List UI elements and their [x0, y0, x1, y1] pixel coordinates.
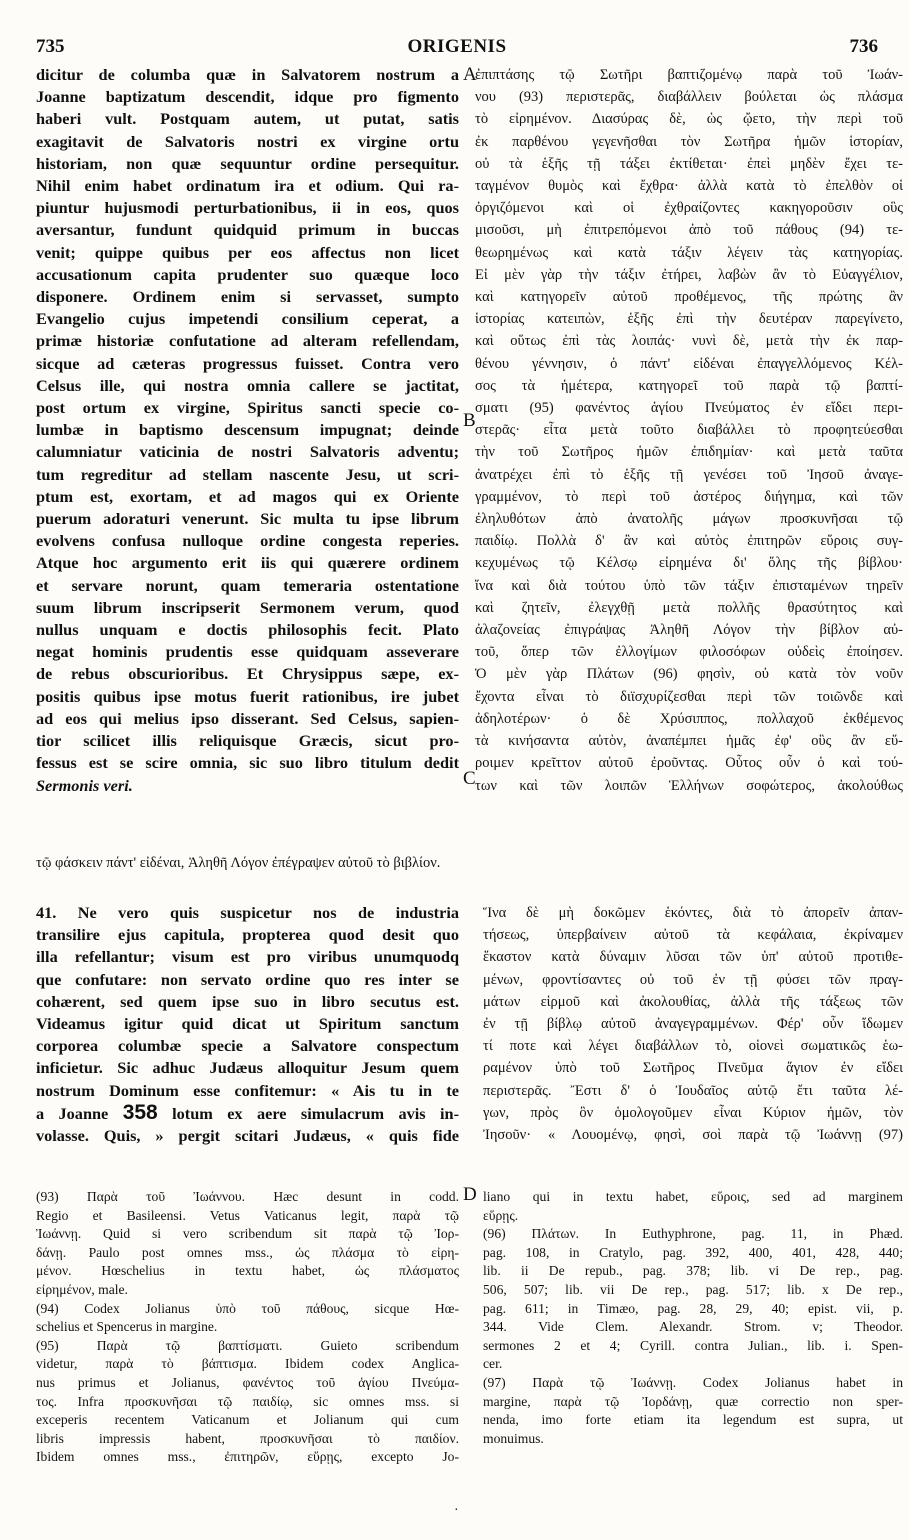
greek-line: κεχυμένως τῷ Κέλσῳ εἰρημένα δι' ὅλης τῆς βίβλου· [475, 555, 903, 572]
footnote-line: μένον. Hœschelius in textu habet, ὡς πλάσματος [36, 1263, 459, 1279]
greek-line: γων, πρὸς ὃν ὁμολογοῦμεν εἶναι Κύριον ἡμῶν, τὸν [483, 1104, 903, 1121]
greek-line: ραμένον ὑπὸ τοῦ Σωτῆρος Πνεῦμα ἅγιον ἐν εἴδει [483, 1060, 903, 1077]
page-number-right: 736 [849, 36, 878, 57]
greek-line: θεωρημένως καὶ κατὰ τάξιν λέγειν τὰς κατηγορίας. [475, 244, 903, 261]
latin-line: suum librum inscripserit Sermonem verum, quod [36, 597, 459, 617]
page-mark-dot: · [454, 1503, 459, 1518]
page-number-left: 735 [36, 36, 65, 57]
footnote-line: Ibidem omnes mss., ἐπιτηρῶν, εὕρῃς, excepto Jo- [36, 1449, 459, 1465]
greek-line: τί ποτε καὶ λέγει διαβάλλων τὸ, οἱονεὶ σωματικῶς ἑω- [483, 1038, 903, 1055]
greek-line: σος τὰ ἡμέτερα, κατηγορεῖ τοῦ παρὰ τῷ βαπτί- [475, 377, 903, 394]
footnote-line: 506, 507; lib. vii De rep., pag. 517; lib. x De rep., [483, 1281, 903, 1297]
latin-column-bottom [36, 902, 459, 1147]
footnote-line: libris impressis habent, προσκυνῆσαι τὸ παιδίον. [36, 1430, 459, 1446]
latin-line: 41. Ne vero quis suspicetur nos de industria [36, 903, 459, 922]
latin-line: volasse. Quis, » pergit scitari Judæus, « quis fide [36, 1126, 459, 1146]
greek-line: καὶ κατηγορεῖν αὐτοῦ προθέμενος, τῆς πρώτης ἂν [475, 289, 903, 306]
greek-column-top [475, 64, 903, 797]
greek-line: ταγμένον θυμὸς καὶ ἔχθρα· ἀλλὰ κατὰ τὸ ἐπελθὸν οἱ [475, 178, 903, 195]
footnote-line: monuimus. [483, 1430, 544, 1446]
latin-line: venit; quippe quibus per eos affectus non licet [36, 242, 459, 262]
latin-line: evolvens confusa nulloque ordine congesta reperies. [36, 531, 459, 551]
greek-line: μάτων εἱρμοῦ καὶ ἀκολουθίας, ἀλλὰ τῆς τάξεως τῶν [483, 993, 903, 1010]
latin-line: nullus unquam e doctis philosophis fecit. Plato [36, 620, 459, 640]
latin-line: post ortum ex virgine, Spiritus sancti specie co- [36, 398, 459, 418]
greek-line: θένου γέννησιν, ὁ πάντ' εἰδέναι ἐπαγγελλόμενος Κέλ- [475, 355, 903, 372]
greek-line: ἀνατρέχει ἐπὶ τὸ ἑξῆς τῇ γενέσει τοῦ Ἰησοῦ ἀναγε- [475, 466, 903, 483]
footnote-line: τος. Infra προσκυνῆσαι τῷ παιδίῳ, sic omnes mss. si [36, 1393, 459, 1409]
greek-line: σματι (95) φανέντος ἁγίου Πνεύματος ἐν εἴδει περι- [475, 400, 903, 417]
latin-line: primæ historiæ confutatione ad alteram refellendam, [36, 331, 459, 351]
latin-line: Nihil enim habet ordinatum ira et odium. Qui ra- [36, 176, 459, 196]
greek-full-width-line [36, 852, 596, 874]
running-head [36, 36, 878, 62]
latin-line: Joanne baptizatum descendit, idque pro figmento [36, 87, 459, 107]
greek-line: νου (93) περιστερᾶς, διαβάλλειν βούλεται ὡς πλάσμα [475, 89, 903, 106]
margin-letter-d: D [463, 1184, 477, 1205]
latin-line-with-column-marker [36, 1102, 459, 1125]
latin-line: exagitavit de Salvatoris nostri ex virgine ortu [36, 131, 459, 151]
footnotes-right [483, 1188, 903, 1448]
footnote-line: liano qui in textu habet, εὕροις, sed ad marginem [483, 1189, 903, 1204]
latin-line: Videamus igitur quid dicat ut Spiritum sanctum [36, 1014, 459, 1034]
latin-line: disponere. Ordinem enim si servasset, sumpto [36, 287, 459, 307]
footnote-line: δάνῃ. Paulo post omnes mss., ὡς πλάσμα τὸ εἰρη- [36, 1244, 459, 1260]
footnote-line: schelius et Spencerus in margine. [36, 1319, 218, 1335]
footnote-line: videtur, παρὰ τὸ βάπτισμα. Ibidem codex Anglica- [36, 1356, 459, 1372]
footnote-line: εὕρῃς. [483, 1207, 519, 1223]
latin-line: dicitur de columba quæ in Salvatorem nostrum a [36, 65, 459, 84]
footnote-line: nenda, imo forte etiam ita legendum est supra, ut [483, 1412, 903, 1428]
latin-line: tior scilicet illis reliquisque Græcis, sicut pro- [36, 731, 459, 751]
greek-line: καὶ ζητεῖν, ἐλεγχθῇ μετὰ πολλῆς θρασύτητος καὶ [475, 599, 903, 616]
latin-line: et servare norunt, quam temeraria ostentatione [36, 575, 459, 595]
greek-line: των καὶ τῶν λοιπῶν Ἑλλήνων σοφώτερος, ἀκολούθως [475, 777, 903, 794]
latin-line: fessus est se scire omnia, sic suo libro titulum dedit [36, 753, 459, 773]
greek-line: ἐν τῇ βίβλῳ αὐτοῦ ἀναγεγραμμένων. Φέρ' οὖν ἴδωμεν [483, 1016, 903, 1033]
greek-line: ἐληλυθότων ἀπὸ ἀνατολῆς μάγων προσκυνῆσαι τῷ [475, 511, 903, 528]
latin-line: corporea columbæ specie a Salvatore conspectum [36, 1036, 459, 1056]
latin-line: accusationum capita prudenter suo quæque loco [36, 264, 459, 284]
footnotes-left [36, 1188, 459, 1467]
greek-line: τὰ κινήσαντα αὐτὸν, ἀναπέμπει ἡμᾶς ἐφ' οὓς ἂν εὕ- [475, 733, 903, 750]
greek-line: οὐ τὰ ἑξῆς τῇ τάξει ἐκτίθεται· ἐπεὶ μηδὲν ἔχει τε- [475, 155, 903, 172]
greek-line: περιστερᾶς. Ἔστι δ' ὁ Ἰουδαῖος αὐτῷ ἔτι ταῦτα λέ- [483, 1082, 903, 1099]
greek-line: μένων, φροντίσαντες οὐ τοῦ ἐν τῇ φύσει τῶν πραγ- [483, 971, 903, 988]
greek-line: ροιμεν κρεῖττον αὐτοῦ ἐροῦντας. Οὗτος οὖν ὁ καὶ τού- [475, 755, 903, 772]
greek-line: στερᾶς· εἶτα μετὰ τοῦτο διαβάλλει τὸ προφητεύεσθαι [475, 422, 903, 439]
footnote-line: lib. ii De repub., pag. 378; lib. vi De rep., pag. [483, 1263, 903, 1279]
latin-line: piuntur hujusmodi perturbationibus, ii in eos, quos [36, 198, 459, 218]
footnote-line: pag. 611; in Timæo, pag. 28, 29, 40; epist. vii, p. [483, 1300, 903, 1316]
greek-line: τὸ εἰρημένον. Διασύρας δὲ, ὡς ᾤετο, τὴν περὶ τοῦ [475, 111, 903, 128]
greek-line: Ἰησοῦν· « Λουομένῳ, φησὶ, σοὶ παρὰ τῷ Ἰωάννῃ (97) [483, 1127, 903, 1144]
footnote-line: exceperis recentem Vaticanum et Jolianum qui cum [36, 1412, 459, 1428]
footnote-line: (96) Πλάτων. In Euthyphrone, pag. 11, in Phæd. [483, 1226, 903, 1242]
greek-full-line-text: τῷ φάσκειν πάντ' εἰδέναι, Ἀληθῆ Λόγον ἐπέγραψεν αὐτοῦ τὸ βιβλίον. [36, 855, 441, 871]
greek-line: τήσεως, ὑπερβαίνειν αὐτοῦ τὰ κεφάλαια, ἐκρίναμεν [483, 927, 903, 944]
latin-line: Sermonis veri. [36, 775, 133, 795]
footnote-line: Regio et Basileensi. Vetus Vaticanus legit, παρὰ τῷ [36, 1207, 459, 1223]
greek-line: ὀργιζόμενοι καὶ οἱ ἐχθραίζοντες κακηγοροῦσιν οὓς [475, 200, 903, 217]
page-title: ORIGENIS [407, 36, 507, 57]
latin-line: inficietur. Sic adhuc Judæus alloquitur Jesum quem [36, 1058, 459, 1078]
greek-line: Ἵνα δὲ μὴ δοκῶμεν ἑκόντες, διὰ τὸ ἀπορεῖν ἀπαν- [483, 905, 903, 921]
footnote-line: 344. Vide Clem. Alexandr. Strom. v; Theodor. [483, 1319, 903, 1335]
greek-line: ἱστορίας κατειπὼν, ἑξῆς ἐπὶ τὴν δευτέραν παρεγίνετο, [475, 311, 903, 328]
footnote-line: (97) Παρὰ τῷ Ἰωάννῃ. Codex Jolianus habet in [483, 1374, 903, 1390]
latin-line: illa refellantur; visum est pro viribus unumquodq [36, 947, 459, 967]
latin-line: haberi vult. Postquam autem, ut putat, satis [36, 109, 459, 129]
footnote-line: sermones 2 et 4; Cyrill. contra Julian., lib. i. Spen- [483, 1337, 903, 1353]
greek-line: παιδίῳ. Πολλὰ δ' ἂν καὶ αὐτὸς ἐπιτηρῶν εὕροις συγ- [475, 533, 903, 550]
latin-line: puerum adoraturi venerunt. Sic multa tu ipse librum [36, 509, 459, 529]
greek-line: ἔχοντα εἶναι τὸ διϊσχυρίζεσθαι περὶ τῶν τοιῶνδε καὶ [475, 688, 903, 705]
latin-line: ad eos qui melius ipso disserant. Sed Celsus, sapien- [36, 708, 459, 728]
margin-letter-b: B [463, 410, 476, 431]
latin-line: historiam, non quæ sequuntur ordine persequitur. [36, 153, 459, 173]
latin-line: Atque hoc argumento erit iis qui quærere ordinem [36, 553, 459, 573]
footnote-line: Ἰωάννῃ. Quid si vero scribendum sit παρὰ τῷ Ἰορ- [36, 1226, 459, 1242]
footnote-line: εἰρημένον, male. [36, 1281, 128, 1297]
latin-line: Celsus ille, qui nostra omnia callere se jactitat, [36, 375, 459, 395]
latin-line: aversantur, fundunt quidquid primum in buccas [36, 220, 459, 240]
greek-line: ἵνα καὶ διὰ τούτου ὑπὸ τῶν τάξιν ἐπισταμένων τηρεῖν [475, 577, 903, 594]
column-number-marker: 358 [122, 1101, 158, 1124]
greek-line: γραμμένον, τὸ περὶ τοῦ ἀστέρος διήγημα, καὶ τῶν [475, 488, 903, 505]
latin-line: transilire ejus capitula, propterea quod desit quo [36, 925, 459, 945]
latin-line: calumniatur vaticinia de nostri Salvatoris adventu; [36, 442, 459, 462]
latin-column-top [36, 64, 459, 797]
latin-line-part: lotum ex aere simulacrum avis in- [172, 1103, 459, 1123]
margin-letter-a: A [463, 64, 477, 85]
latin-line: de rebus obscurioribus. Et Chrysippus sæpe, ex- [36, 664, 459, 684]
greek-line: ἐπιπτάσης τῷ Σωτῆρι βαπτιζομένῳ παρὰ τοῦ Ἰωάν- [475, 67, 903, 83]
greek-line: Εἰ μὲν γὰρ τὴν τάξιν ἐτήρει, λαβὼν ἂν τὸ Εὐαγγέλιον, [475, 266, 903, 283]
footnote-line: cer. [483, 1356, 503, 1372]
latin-line: tum regreditur ad stellam nascente Jesu, ut scri- [36, 464, 459, 484]
margin-letter-c: C [463, 768, 476, 789]
latin-line-part: a Joanne [36, 1103, 109, 1123]
footnote-line: (95) Παρὰ τῷ βαπτίσματι. Guieto scribendum [36, 1337, 459, 1353]
latin-line: cohærent, sed quem ipse suo in libro secutus est. [36, 991, 459, 1011]
greek-line: τοῦ, ὅπερ τῶν ἐλλογίμων φιλοσόφων οὐδεὶς ἐποίησεν. [475, 644, 903, 661]
greek-line: καὶ οὕτως ἐπὶ τὰς λοιπάς· νυνὶ δὲ, μετὰ τὴν ἐκ παρ- [475, 333, 903, 350]
latin-line: negat hominis prudentis esse quidquam asseverare [36, 642, 459, 662]
latin-line: que confutare: non servato ordine quo res inter se [36, 969, 459, 989]
greek-line: ἀλαζονείας ἐπιγράψας Ἀληθῆ Λόγον τὴν βίβλον αὐ- [475, 622, 903, 639]
greek-line: ἐκ παρθένου γεγενῆσθαι τὸν Σωτῆρα ἡμῶν ἱστορίαν, [475, 133, 903, 150]
footnote-line: (93) Παρὰ τοῦ Ἰωάννου. Hæc desunt in codd. [36, 1189, 459, 1204]
greek-line: τὴν τοῦ Σωτῆρος ἡμῶν ἐπιδημίαν· καὶ μετὰ ταῦτα [475, 444, 903, 461]
latin-line: positis quibus ipse motus fuerit rationibus, ire jubet [36, 686, 459, 706]
latin-line: nostrum Dominum esse confitemur: « Ais tu in te [36, 1080, 459, 1100]
footnote-line: margine, παρὰ τῷ Ἰορδάνῃ, quæ correctio non sper- [483, 1393, 903, 1409]
footnote-line: pag. 108, in Cratylo, pag. 392, 400, 401, 428, 440; [483, 1244, 903, 1260]
greek-line: ἀδηλοτέρων· ὁ δὲ Χρύσιππος, πολλαχοῦ ἐκθέμενος [475, 710, 903, 727]
latin-line: Evangelio cujus impetendi consilium ceperat, a [36, 309, 459, 329]
greek-line: ἕκαστον κατὰ δύναμιν λῦσαι τῶν ὑπ' αὐτοῦ προτιθε- [483, 949, 903, 966]
latin-line: ptum est, exortam, et ad magos qui ex Oriente [36, 486, 459, 506]
greek-line: μισοῦσι, μὴ ἐπιτρεπόμενοι ἀπὸ τοῦ πάθους (94) τε- [475, 222, 903, 239]
footnote-line: nus primus et Jolianus, φανέντος τοῦ ἁγίου Πνεύμα- [36, 1374, 459, 1390]
greek-column-bottom [483, 902, 903, 1146]
latin-line: sicque ad cæteras progressus fuisset. Contra vero [36, 353, 459, 373]
greek-line: Ὁ μὲν γὰρ Πλάτων (96) φησὶν, οὐ κατὰ τὸν νοῦν [475, 666, 903, 683]
latin-line: lumbæ in baptismo descensum impugnat; deinde [36, 420, 459, 440]
footnote-line: (94) Codex Jolianus ὑπὸ τοῦ πάθους, sicque Hœ- [36, 1300, 459, 1316]
